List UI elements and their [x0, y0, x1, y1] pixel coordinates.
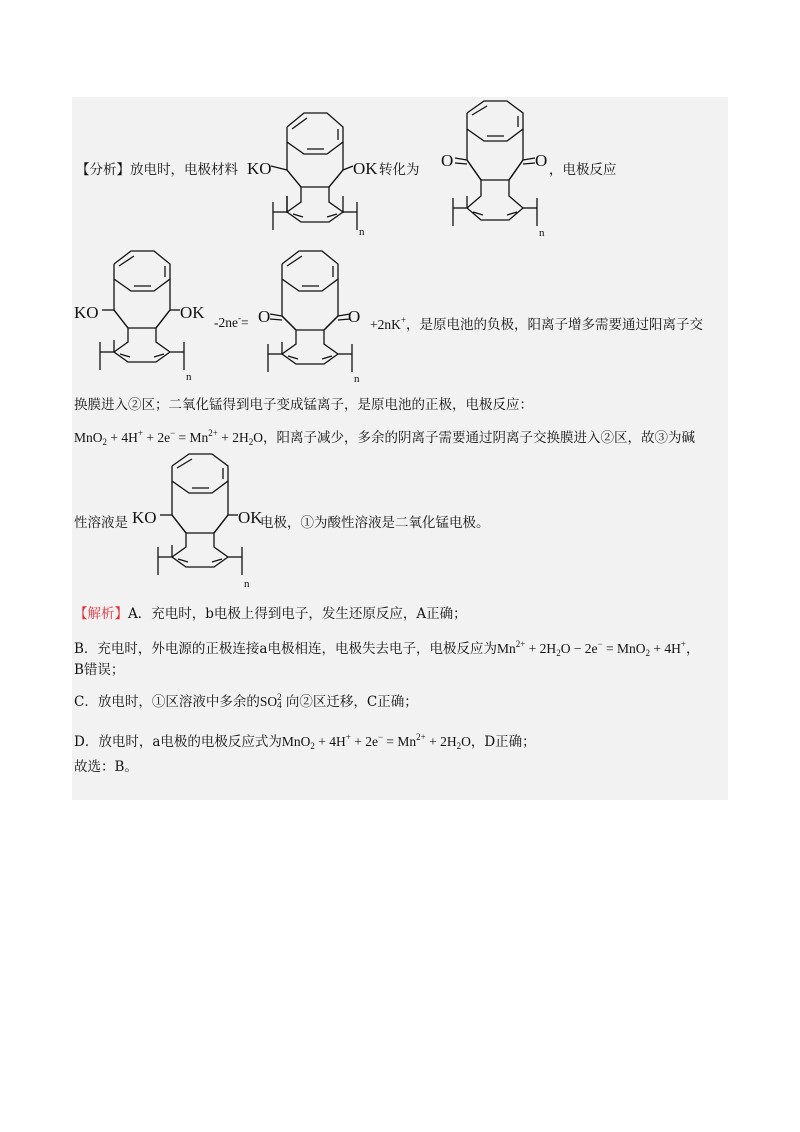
analysis-line-2: +2nK+，是原电池的负极，阳离子增多需要通过阳离子交	[370, 315, 703, 333]
analysis-text-5a: 性溶液是	[74, 515, 128, 531]
charge-equation: $Mn^{2+} + 2H_2O - 2e^- = MnO_2 + 4H^+$	[496, 639, 686, 658]
molecule-reduced-1	[245, 100, 378, 240]
analysis-text-5b: 电极，①为酸性溶液是二氧化锰电极。	[260, 515, 490, 531]
ko-label: KO	[132, 508, 157, 527]
solution-line-b: B．充电时，外电源的正极连接a电极相连，电极失去电子，电极反应为$Mn^{2+} + 2H_2O - 2e^- = MnO_2 + 4H^+$，	[74, 639, 700, 658]
n-label: n	[244, 578, 250, 590]
analysis-line-1	[76, 161, 238, 179]
solution-line-a: 【解析】A．充电时，b电极上得到电子，发生还原反应，A正确；	[74, 606, 467, 622]
n-label: n	[186, 371, 192, 383]
molecule-reduced-3	[130, 453, 263, 593]
solution-tag: 【解析】	[74, 606, 128, 622]
solution-answer: 故选：B。	[74, 759, 138, 775]
ok-label: OK	[238, 508, 263, 527]
ko-label: KO	[247, 159, 272, 178]
analysis-line-3: 换膜进入②区；二氧化锰得到电子变成锰离子，是原电池的正极，电极反应：	[74, 397, 533, 413]
analysis-text-1a: 放电时，电极材料	[130, 162, 238, 178]
n-label: n	[539, 227, 545, 239]
sulfate-formula: SO 2 4	[259, 692, 282, 710]
mno2-equation: $MnO_2 + 4H^+ + 2e^- = Mn^{2+} + 2H_2O$	[74, 428, 263, 447]
solution-line-c: C．放电时，①区溶液中多余的SO 2 4 向②区迁移，C正确；	[74, 692, 418, 710]
analysis-line-4: $MnO_2 + 4H^+ + 2e^- = Mn^{2+} + 2H_2O$，阳离子减少，多余的阴离子需要通过阴离子交换膜进入②区，故③为碱	[74, 428, 695, 447]
ok-label: OK	[353, 159, 378, 178]
n-label: n	[354, 373, 360, 385]
analysis-text-1b: 转化为	[379, 162, 420, 178]
o-label-right: O	[348, 307, 361, 326]
electron-term: -2ne-=	[214, 313, 249, 330]
ko-label: KO	[74, 303, 99, 322]
molecule-quinone-1	[425, 100, 555, 240]
discharge-equation: $MnO_2 + 4H^+ + 2e^- = Mn^{2+} + 2H_2O$	[281, 732, 471, 751]
analysis-text-1c: ，电极反应	[549, 162, 617, 178]
o-label-left: O	[258, 307, 271, 326]
n-label: n	[359, 226, 365, 238]
molecule-quinone-2	[240, 250, 370, 390]
o-label-left: O	[441, 151, 454, 170]
ok-label: OK	[180, 303, 205, 322]
molecule-reduced-2	[72, 250, 205, 390]
o-label-right: O	[535, 151, 548, 170]
solution-line-d: D．放电时，a电极的电极反应式为$MnO_2 + 4H^+ + 2e^- = Mn^{2+} + 2H_2O$，D正确；	[74, 732, 536, 751]
solution-line-b2: B错误；	[74, 662, 125, 678]
analysis-tag: 【分析】	[76, 162, 130, 178]
